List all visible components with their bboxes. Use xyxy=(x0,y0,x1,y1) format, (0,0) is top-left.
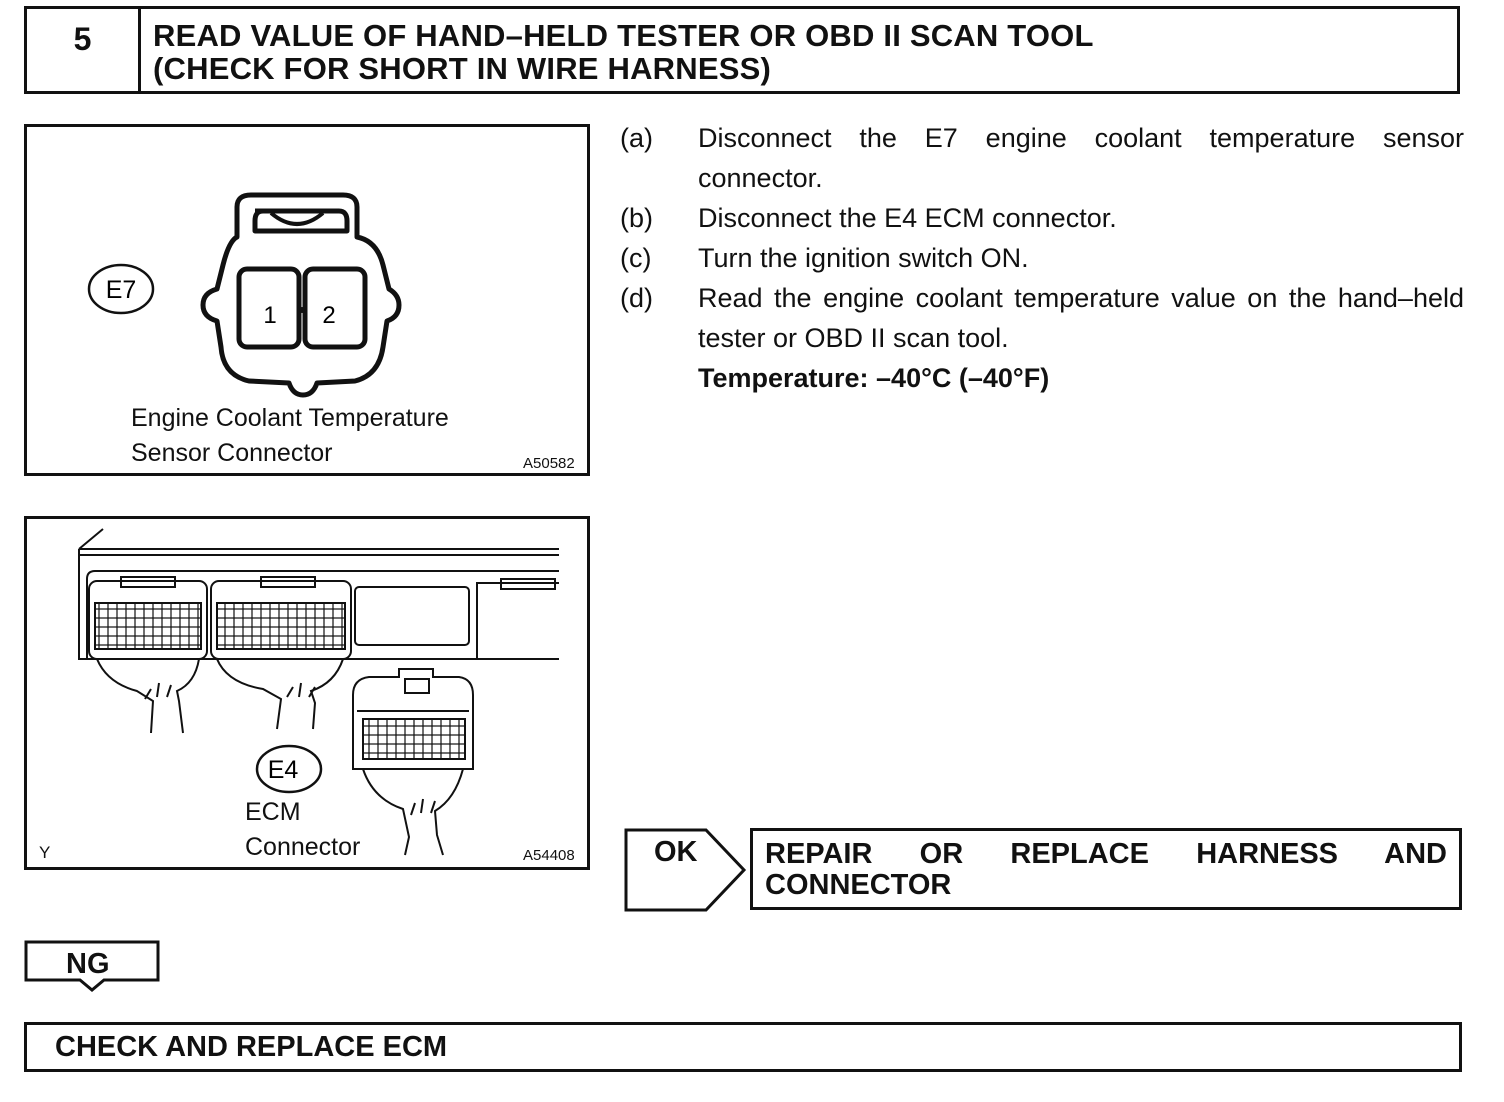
step-number: 5 xyxy=(27,9,141,91)
figure1-code: A50582 xyxy=(523,455,575,472)
instruction-text: Disconnect the E7 engine coolant temperature sensor connector. xyxy=(698,123,1464,193)
e7-caption-line1: Engine Coolant Temperature xyxy=(131,404,449,432)
instruction-text: Read the engine coolant temperature value on the hand–held tester or OBD II scan tool. xyxy=(698,283,1464,353)
instruction-item xyxy=(620,238,1464,278)
e4-caption-line2: Connector xyxy=(245,833,361,861)
instruction-text: Disconnect the E4 ECM connector. xyxy=(698,203,1117,233)
figure2-corner-mark: Y xyxy=(39,843,51,862)
replace-ecm-box: CHECK AND REPLACE ECM xyxy=(24,1022,1462,1072)
e4-caption xyxy=(245,795,360,865)
e7-caption xyxy=(131,401,449,471)
ng-label: NG xyxy=(66,948,110,980)
e7-pin2-label: 2 xyxy=(322,302,336,329)
e7-pin1-label: 1 xyxy=(263,302,277,329)
step-title xyxy=(141,9,1094,91)
e7-caption-line2: Sensor Connector xyxy=(131,439,333,467)
instruction-item xyxy=(620,118,1464,198)
instruction-label: (c) xyxy=(620,243,652,273)
figure2-code: A54408 xyxy=(523,847,575,864)
instruction-label: (d) xyxy=(620,283,653,313)
figure-e4-ecm-connector xyxy=(24,516,590,870)
e4-connector-tag: E4 xyxy=(267,756,299,784)
e7-connector-tag: E7 xyxy=(105,276,137,304)
instruction-list xyxy=(620,118,1464,398)
step-title-line2: (CHECK FOR SHORT IN WIRE HARNESS) xyxy=(153,51,771,86)
temperature-spec: Temperature: –40°C (–40°F) xyxy=(698,363,1050,393)
e4-caption-line1: ECM xyxy=(245,798,301,826)
step-header xyxy=(24,6,1460,94)
ok-label: OK xyxy=(654,836,698,868)
instruction-label: (a) xyxy=(620,123,653,153)
instruction-item xyxy=(620,278,1464,358)
repair-harness-box: REPAIR OR REPLACE HARNESS AND CONNECTOR xyxy=(750,828,1462,910)
step-title-line1: READ VALUE OF HAND–HELD TESTER OR OBD II SCAN TOOL xyxy=(153,18,1094,53)
figure-e7-connector xyxy=(24,124,590,476)
instruction-label: (b) xyxy=(620,203,653,233)
instruction-text: Turn the ignition switch ON. xyxy=(698,243,1029,273)
instruction-item xyxy=(620,198,1464,238)
